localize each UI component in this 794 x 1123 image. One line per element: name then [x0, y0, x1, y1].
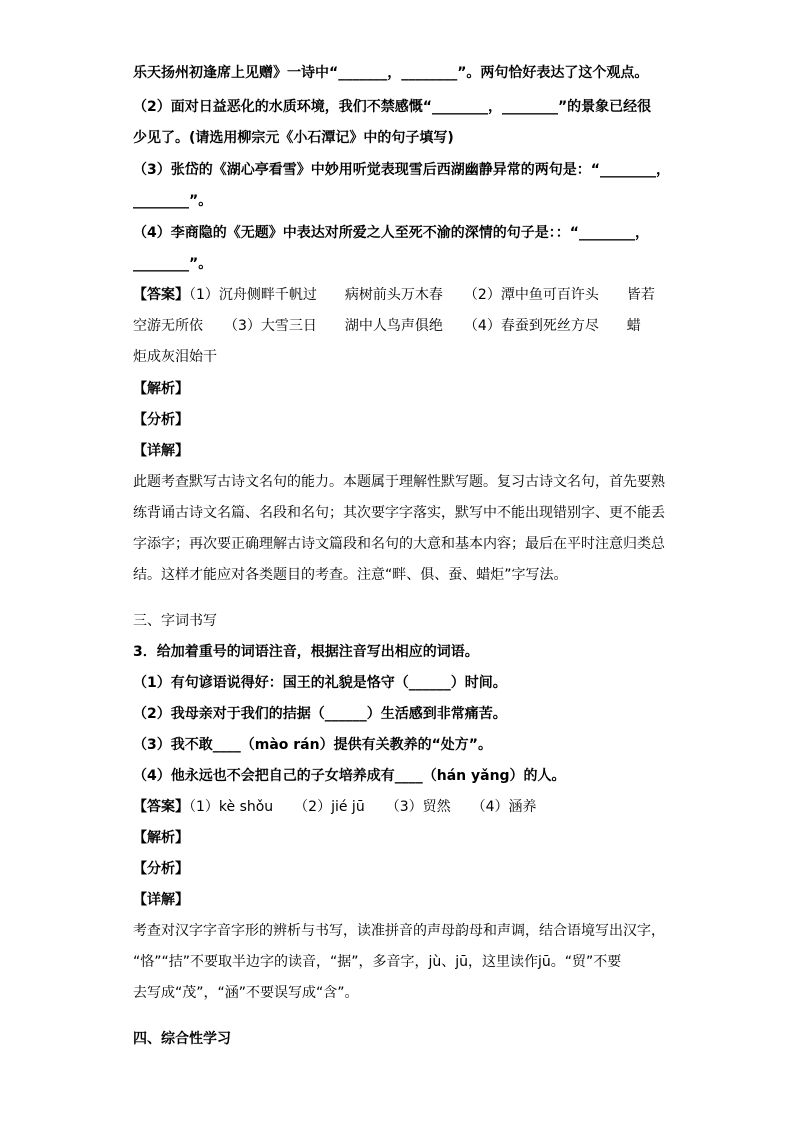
q2-detail-line3: 字添字；再次要正确理解古诗文篇段和名句的大意和基本内容；最后在平时注意归类总 [133, 536, 665, 552]
q2-continuation-line: 乐天扬州初逢席上见赠》一诗中“_______，________”。两句恰好表达了这个观点。 [133, 65, 649, 81]
q2-detail-line1: 此题考查默写古诗文名句的能力。本题属于理解性默写题。复习古诗文名句，首先要熟 [133, 474, 665, 490]
q2-detail-line4: 结。这样才能应对各类题目的考查。注意“畔、俱、蚕、蜡炬”字写法。 [133, 567, 568, 583]
answer-text: （1）沉舟侧畔千帆过 病树前头万木春 （2）潭中鱼可百许头 皆若 [189, 287, 655, 303]
q2-answer-line2: 空游无所依 （3）大雪三日 湖中人鸟声俱绝 （4）春蚕到死丝方尽 蜡 [133, 318, 641, 334]
answer-label: 【答案】 [133, 799, 189, 815]
q3-detail-line2: “恪”“拮”不要取半边字的读音，“据”，多音字，jù、jū，这里读作jū。“贸”不要 [133, 954, 622, 970]
q2-sub3-line1: （3）张岱的《湖心亭看雪》中妙用听觉表现雪后西湖幽静异常的两句是：“________， [133, 162, 670, 178]
q2-sub4-line2: ________”。 [133, 256, 213, 272]
q3-item3: （3）我不敢____（mào rán）提供有关教养的“处方”。 [133, 737, 492, 753]
q2-sub2-line1: （2）面对日益恶化的水质环境，我们不禁感慨“________，________”的景象已经很 [133, 99, 652, 115]
answer-text: （1）kè shǒu （2）jié jū （3）贸然 （4）涵养 [189, 799, 537, 815]
q3-answer-line [133, 797, 537, 817]
section4-heading: 四、综合性学习 [133, 1031, 231, 1047]
fenxi-label: 【分析】 [133, 861, 189, 877]
analysis-label: 【解析】 [133, 381, 189, 397]
answer-label: 【答案】 [133, 287, 189, 303]
q3-detail-line3: 去写成“茂”，“涵”不要误写成“含”。 [133, 985, 359, 1001]
xiangjie-label: 【详解】 [133, 443, 189, 459]
section3-heading: 三、字词书写 [133, 613, 217, 629]
q2-detail-line2: 练背诵古诗文名篇、名段和名句；其次要字字落实，默写中不能出现错别字、更不能丢 [133, 505, 665, 521]
q3-item2: （2）我母亲对于我们的拮据（______）生活感到非常痛苦。 [133, 706, 507, 722]
q2-sub4-line1: （4）李商隐的《无题》中表达对所爱之人至死不渝的深情的句子是：：“________， [133, 225, 649, 241]
q3-item1: （1）有句谚语说得好：国王的礼貌是恪守（______）时间。 [133, 675, 507, 691]
fenxi-label: 【分析】 [133, 412, 189, 428]
q2-answer-line3: 炬成灰泪始干 [133, 349, 217, 365]
q3-item4: （4）他永远也不会把自己的子女培养成有____（hán yǎng）的人。 [133, 768, 566, 784]
q3-title: 3．给加着重号的词语注音，根据注音写出相应的词语。 [133, 644, 479, 660]
q2-sub3-line2: ________”。 [133, 193, 213, 209]
q3-detail-line1: 考查对汉字字音字形的辨析与书写，读准拼音的声母韵母和声调，结合语境写出汉字， [133, 923, 665, 939]
analysis-label: 【解析】 [133, 830, 189, 846]
xiangjie-label: 【详解】 [133, 892, 189, 908]
q2-sub2-line2: 少见了。(请选用柳宗元《小石潭记》中的句子填写) [133, 130, 454, 146]
q2-answer-line1 [133, 285, 655, 305]
